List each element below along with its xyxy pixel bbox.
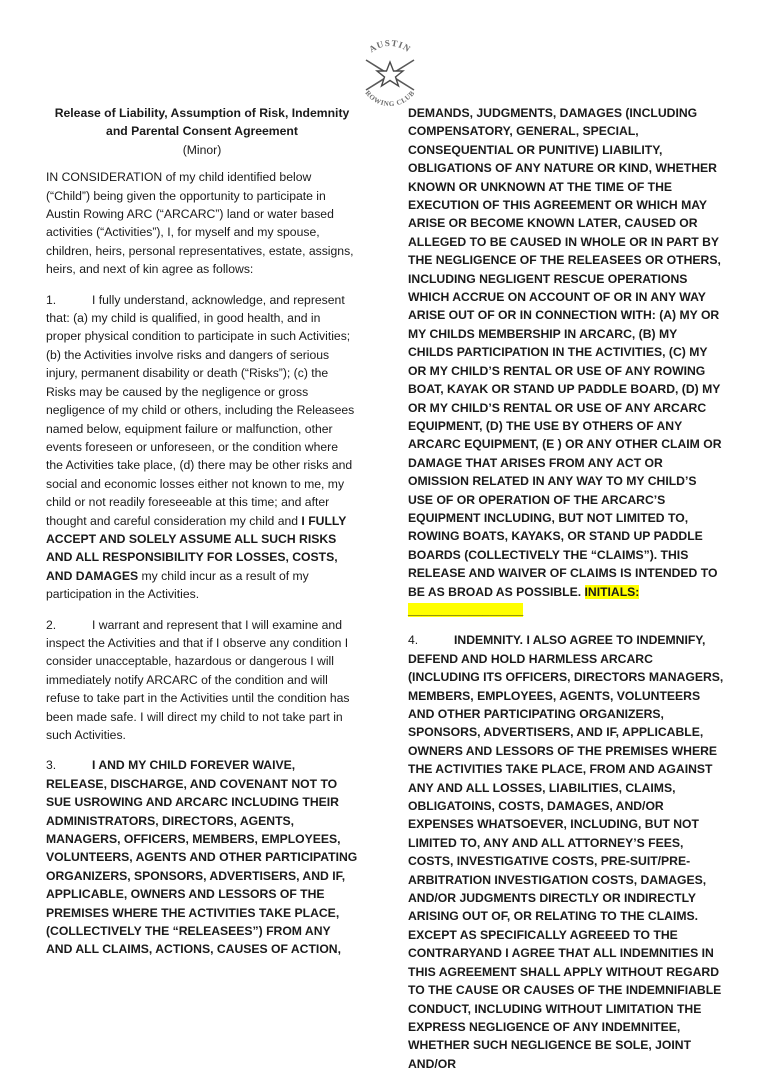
- document-subtitle: (Minor): [182, 142, 222, 157]
- section-1-bold-text: I FULLY ACCEPT AND SOLELY ASSUME ALL SUCH RISKS AND ALL RESPONSIBILITY FOR LOSSES, COSTS, AND DAMAGES: [46, 513, 347, 583]
- section-3-continued-text: DEMANDS, JUDGMENTS, DAMAGES (INCLUDING COMPENSATORY, GENERAL, SPECIAL, CONSEQUENTIAL OR PUNITIVE) LIABILITY, OBLIGATIONS OF ANY NATURE OR KIND, WHETHER KNOWN OR UNKNOWN AT THE TIME OF THE EXECUTION OF THIS AGREEMENT OR WHICH MAY ARISE OR BECOME KNOWN LATER, CAUSED OR ALLEGED TO BE CAUSED IN WHOLE OR IN PART BY THE NEGLIGENCE OF THE RELEASEES OR OTHERS, INCLUDING NEGLIGENT RESCUE OPERATIONS WHICH ACCRUE ON ACCOUNT OF OR IN ANY WAY ARISE OUT OF OR IN CONNECTION WITH: (A) MY OR MY CHILDS MEMBERSHIP IN ARCARC, (B) MY CHILDS PARTICIPATION IN THE ACTIVITIES, (C) MY OR MY CHILD’S RENTAL OR USE OF ANY ROWING BOAT, KAYAK OR STAND UP PADDLE BOARD, (D) MY OR MY CHILD’S RENTAL OR USE OF ANY ARCARC EQUIPMENT, (D) THE USE BY OTHERS OF ANY ARCARC EQUIPMENT, (E ) OR ANY OTHER CLAIM OR DAMAGE THAT ARISES FROM ANY ACT OR OMISSION RELATED IN ANY WAY TO MY CHILD’S USE OF OR OPERATION OF THE ARCARC’S EQUIPMENT INCLUDING, BUT NOT LIMITED TO, ROWING BOATS, KAYAKS, OR STAND UP PADDLE BOARDS (COLLECTIVELY THE “CLAIMS”). THIS RELEASE AND WAIVER OF CLAIMS IS INTENDED TO BE AS BROAD AS POSSIBLE.: [408, 106, 722, 599]
- logo-text-top: AUSTIN: [367, 40, 413, 55]
- left-column: [46, 104, 358, 971]
- section-1-number: 1.: [46, 292, 57, 307]
- section-4: [408, 631, 724, 1073]
- initials-field[interactable]: INITIALS: _________________: [408, 584, 640, 617]
- section-3-text: I AND MY CHILD FOREVER WAIVE, RELEASE, DISCHARGE, AND COVENANT NOT TO SUE USROWING AND ARCARC INCLUDING THEIR ADMINISTRATORS, DIRECTORS, AGENTS, MANAGERS, OFFICERS, MEMBERS, EMPLOYEES, VOLUNTEERS, AGENTS AND OTHER PARTICIPATING ORGANIZERS, SPONSORS, ADVERTISERS, AND IF, APPLICABLE, OWNERS AND LESSORS OF THE PREMISES WHERE THE ACTIVITIES TAKE PLACE, (COLLECTIVELY THE “RELEASEES”) FROM ANY AND ALL CLAIMS, ACTIONS, CAUSES OF ACTION,: [46, 758, 358, 957]
- section-4-number: 4.: [408, 633, 419, 648]
- section-3: [46, 756, 358, 958]
- section-3-continued: [408, 104, 724, 619]
- section-2: [46, 616, 358, 745]
- intro-paragraph: IN CONSIDERATION of my child identified below (“Child”) being given the opportunity to participate in Austin Rowing ARC (“ARCARC”) land or water based activities (“Activities”), I, for myself and my spouse, children, heirs, personal representatives, estate, assigns, heirs, and next of kin agree as follows:: [46, 170, 354, 277]
- document-title: Release of Liability, Assumption of Risk, Indemnity and Parental Consent Agreement: [54, 106, 350, 139]
- section-1-tail: my child incur as a result of my participation in the Activities.: [46, 568, 309, 602]
- section-1: [46, 291, 358, 604]
- svg-text:AUSTIN: [367, 40, 413, 54]
- section-2-number: 2.: [46, 617, 57, 632]
- section-4-text: INDEMNITY. I ALSO AGREE TO INDEMNIFY, DEFEND AND HOLD HARMLESS ARCARC (INCLUDING ITS OFFICERS, DIRECTORS MANAGERS, MEMBERS, EMPLOYEES, AGENTS, VOLUNTEERS AND OTHER PARTICIPATING ORGANIZERS, SPONSORS, ADVERTISERS, AND IF, APPLICABLE, OWNERS AND LESSORS OF THE PREMISES WHERE THE ACTIVITIES TAKE PLACE, FROM AND AGAINST ANY AND ALL LOSSES, LIABILITIES, CLAIMS, OBLIGATOINS, COSTS, DAMAGES, AND/OR EXPENSES WHATSOEVER, INCLUDING, BUT NOT LIMITED TO, ANY AND ALL ATTORNEY’S FEES, COSTS, INVESTIGATIVE COSTS, PRE-SUIT/PRE-ARBITRATION INVESTIGATION COSTS, DAMAGES, AND/OR JUDGMENTS DIRECTLY OR INDIRECTLY ARISING OUT OF, OR RELATING TO THE CLAIMS. EXCEPT AS SPECIFICALLY AGREEED TO THE CONTRARYAND I AGREE THAT ALL INDEMNITIES IN THIS AGREEMENT SHALL APPLY WITHOUT REGARD TO THE CAUSE OR CAUSES OF THE INDEMNIFIABLE CONDUCT, INCLUDING WITHOUT LIMITATION THE EXPRESS NEGLIGENCE OF ANY INDEMNITEE, WHETHER SUCH NEGLIGENCE BE SOLE, JOINT AND/OR: [408, 633, 724, 1071]
- logo-text-bottom: ROWING CLUB: [363, 89, 417, 106]
- austin-rowing-club-logo: [340, 40, 440, 106]
- section-3-number: 3.: [46, 758, 57, 773]
- right-column: [408, 104, 724, 1085]
- section-2-text: I warrant and represent that I will examine and inspect the Activities and that if I observe any condition I consider unacceptable, hazardous or dangerous I will immediately notify ARCARC of the condition and will refuse to take part in the Activities until the condition has been made safe. I will direct my child to not take part in such Activities.: [46, 617, 350, 742]
- star-icon: [377, 62, 403, 86]
- section-1-text: I fully understand, acknowledge, and represent that: (a) my child is qualified, in good health, and in proper physical condition to participate in such Activities; (b) the Activities involve risks and dangers of serious injury, permanent disability or death (“Risks”); (c) the Risks may be caused by the negligence or gross negligence of my child or others, including the Releasees named below, equipment failure or malfunction, other events foreseen or unforeseen, or the condition where the Activities take place, (d) there may be other risks and social and economic losses either not known to me, my child or not readily foreseeable at this time; and after thought and careful consideration my child and: [46, 292, 355, 528]
